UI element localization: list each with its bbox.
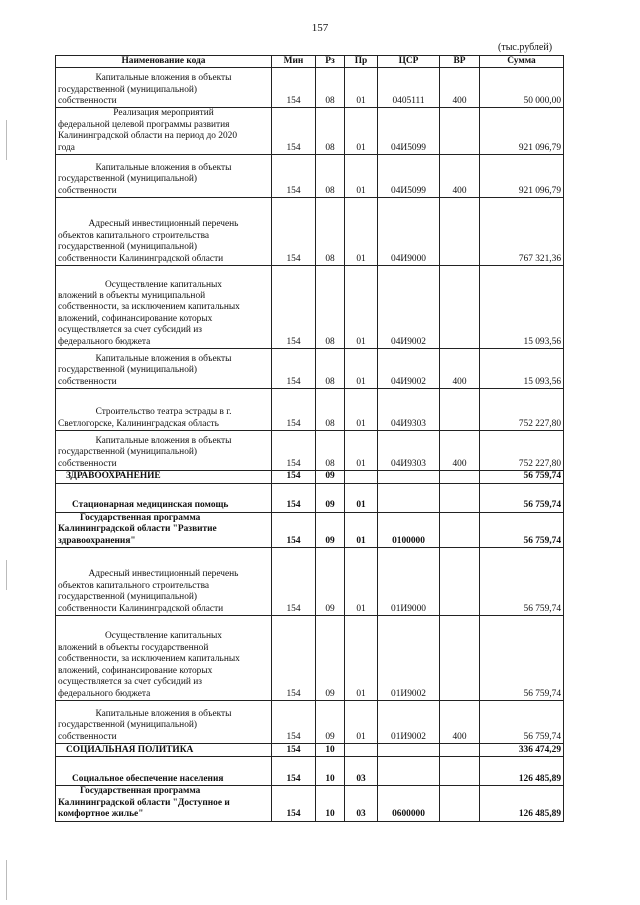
- cell-name-line: Социальное обеспечение населения: [72, 773, 224, 784]
- cell-name-line: Адресный инвестиционный перечень: [88, 569, 239, 580]
- cell-min: 154: [272, 786, 316, 821]
- cell-name: [56, 757, 272, 786]
- cell-pr: 01: [345, 512, 378, 547]
- cell-csr: 04И5099: [378, 108, 440, 155]
- cell-csr: 0405111: [378, 68, 440, 108]
- cell-name: [56, 68, 272, 108]
- cell-name-line: СОЦИАЛЬНАЯ ПОЛИТИКА: [66, 744, 194, 755]
- cell-sum: 56 759,74: [480, 471, 564, 483]
- cell-min: 154: [272, 757, 316, 786]
- cell-rz: 09: [316, 483, 345, 512]
- cell-name-line: собственности Калининградской области: [58, 603, 224, 614]
- cell-csr: 0600000: [378, 786, 440, 821]
- cell-rz: 10: [316, 757, 345, 786]
- cell-min: 154: [272, 512, 316, 547]
- cell-min: 154: [272, 548, 316, 616]
- cell-name: [56, 512, 272, 547]
- header-csr: ЦСР: [378, 56, 440, 68]
- cell-sum: 921 096,79: [480, 155, 564, 198]
- cell-name-line: собственности: [58, 376, 117, 387]
- cell-vr: [440, 389, 480, 431]
- cell-csr: 04И9000: [378, 198, 440, 266]
- cell-sum: 752 227,80: [480, 389, 564, 431]
- cell-name: [56, 198, 272, 266]
- cell-name-line: Строительство театра эстрады в г.: [95, 407, 232, 418]
- cell-pr: 01: [345, 349, 378, 389]
- cell-sum: 752 227,80: [480, 431, 564, 471]
- table-row: [56, 483, 564, 512]
- cell-name-line: Капитальные вложения в объекты: [95, 73, 232, 84]
- cell-name-line: вложений, софинансирование которых: [58, 665, 213, 676]
- table-row: [56, 108, 564, 155]
- cell-pr: 01: [345, 155, 378, 198]
- cell-min: 154: [272, 108, 316, 155]
- cell-name-line: Калининградской области "Развитие: [58, 524, 217, 535]
- units-label: (тыс.рублей): [498, 42, 553, 53]
- cell-name-line: Капитальные вложения в объекты: [95, 162, 232, 173]
- cell-csr: [378, 471, 440, 483]
- cell-sum: 56 759,74: [480, 548, 564, 616]
- cell-sum: 56 759,74: [480, 701, 564, 744]
- cell-name-line: объектов капитального строительства: [58, 230, 210, 241]
- cell-name-line: государственной (муниципальной): [58, 242, 198, 253]
- cell-name-line: Осуществление капитальных: [105, 279, 222, 290]
- cell-min: 154: [272, 744, 316, 757]
- cell-vr: 400: [440, 68, 480, 108]
- cell-name-line: Реализация мероприятий: [113, 108, 214, 119]
- cell-name-line: собственности: [58, 731, 117, 742]
- cell-vr: [440, 786, 480, 821]
- cell-csr: 0100000: [378, 512, 440, 547]
- table-row: [56, 757, 564, 786]
- cell-csr: 04И9303: [378, 431, 440, 471]
- cell-name-line: собственности, за исключением капитальных: [58, 302, 240, 313]
- table-row: [56, 701, 564, 744]
- cell-min: 154: [272, 701, 316, 744]
- cell-rz: 09: [316, 512, 345, 547]
- cell-sum: 15 093,56: [480, 349, 564, 389]
- cell-vr: [440, 471, 480, 483]
- cell-vr: [440, 616, 480, 701]
- table-row: [56, 349, 564, 389]
- cell-pr: 01: [345, 108, 378, 155]
- cell-name: [56, 349, 272, 389]
- cell-name-line: собственности Калининградской области: [58, 253, 224, 264]
- cell-name-line: собственности: [58, 458, 117, 469]
- header-vr: ВР: [440, 56, 480, 68]
- cell-pr: 03: [345, 757, 378, 786]
- header-min: Мин: [272, 56, 316, 68]
- cell-rz: 08: [316, 155, 345, 198]
- cell-name-line: Осуществление капитальных: [105, 631, 222, 642]
- cell-csr: 04И9002: [378, 266, 440, 349]
- cell-rz: 08: [316, 108, 345, 155]
- table-row: [56, 786, 564, 821]
- cell-min: 154: [272, 471, 316, 483]
- table-body: [56, 68, 564, 821]
- cell-name-line: государственной (муниципальной): [58, 84, 198, 95]
- cell-name-line: государственной (муниципальной): [58, 365, 198, 376]
- cell-vr: [440, 757, 480, 786]
- cell-name-line: Светлогорске, Калининградская область: [58, 418, 219, 429]
- cell-name-line: государственной (муниципальной): [58, 174, 198, 185]
- page-number: 157: [311, 22, 329, 34]
- cell-name-line: вложений в объекты государственной: [58, 642, 209, 653]
- table-row: [56, 389, 564, 431]
- cell-name: [56, 701, 272, 744]
- cell-csr: 04И9002: [378, 349, 440, 389]
- cell-name-line: Государственная программа: [80, 512, 201, 523]
- cell-name-line: федерального бюджета: [58, 688, 151, 699]
- header-name: Наименование кода: [56, 56, 272, 68]
- cell-name: [56, 548, 272, 616]
- cell-name: [56, 266, 272, 349]
- cell-sum: 56 759,74: [480, 483, 564, 512]
- cell-sum: 126 485,89: [480, 786, 564, 821]
- cell-vr: 400: [440, 349, 480, 389]
- cell-pr: 01: [345, 431, 378, 471]
- table-row: [56, 155, 564, 198]
- cell-sum: 56 759,74: [480, 616, 564, 701]
- cell-name-line: года: [58, 142, 75, 153]
- cell-csr: 04И5099: [378, 155, 440, 198]
- cell-name: [56, 471, 272, 483]
- cell-name-line: Капитальные вложения в объекты: [95, 353, 232, 364]
- cell-name-line: Адресный инвестиционный перечень: [88, 219, 239, 230]
- cell-pr: 01: [345, 266, 378, 349]
- cell-min: 154: [272, 266, 316, 349]
- table-row: [56, 512, 564, 547]
- scan-edge-mark: [6, 120, 7, 160]
- cell-pr: 01: [345, 198, 378, 266]
- cell-rz: 09: [316, 548, 345, 616]
- cell-name-line: осуществляется за счет субсидий из: [58, 677, 202, 688]
- cell-pr: 03: [345, 786, 378, 821]
- header-sum: Сумма: [480, 56, 564, 68]
- cell-pr: [345, 471, 378, 483]
- cell-vr: [440, 548, 480, 616]
- cell-name-line: Калининградской области "Доступное и: [58, 797, 230, 808]
- table-row: [56, 266, 564, 349]
- cell-name-line: собственности, за исключением капитальных: [58, 654, 240, 665]
- cell-pr: 01: [345, 389, 378, 431]
- cell-min: 154: [272, 389, 316, 431]
- cell-sum: 126 485,89: [480, 757, 564, 786]
- cell-name-line: государственной (муниципальной): [58, 592, 198, 603]
- cell-sum: 50 000,00: [480, 68, 564, 108]
- cell-rz: 09: [316, 701, 345, 744]
- table-row: [56, 198, 564, 266]
- cell-sum: 56 759,74: [480, 512, 564, 547]
- cell-pr: [345, 744, 378, 757]
- table-row: [56, 744, 564, 757]
- table-header-row: [56, 56, 564, 68]
- cell-rz: 08: [316, 431, 345, 471]
- cell-vr: 400: [440, 431, 480, 471]
- cell-rz: 10: [316, 786, 345, 821]
- cell-name: [56, 786, 272, 821]
- cell-csr: [378, 744, 440, 757]
- table-row: [56, 548, 564, 616]
- cell-rz: 09: [316, 471, 345, 483]
- cell-pr: 01: [345, 548, 378, 616]
- cell-name-line: Государственная программа: [80, 786, 201, 797]
- cell-min: 154: [272, 349, 316, 389]
- cell-min: 154: [272, 68, 316, 108]
- budget-table: [55, 55, 564, 822]
- cell-rz: 08: [316, 68, 345, 108]
- cell-name: [56, 616, 272, 701]
- cell-name-line: государственной (муниципальной): [58, 720, 198, 731]
- cell-csr: 04И9303: [378, 389, 440, 431]
- cell-min: 154: [272, 198, 316, 266]
- cell-sum: 336 474,29: [480, 744, 564, 757]
- cell-sum: 921 096,79: [480, 108, 564, 155]
- table-row: [56, 471, 564, 483]
- cell-name: [56, 108, 272, 155]
- cell-name-line: государственной (муниципальной): [58, 447, 198, 458]
- cell-name-line: Калининградской области на период до 2020: [58, 131, 238, 142]
- cell-min: 154: [272, 616, 316, 701]
- cell-name-line: здравоохранения": [58, 535, 136, 546]
- cell-pr: 01: [345, 483, 378, 512]
- cell-name: [56, 744, 272, 757]
- cell-sum: 15 093,56: [480, 266, 564, 349]
- cell-name-line: федеральной целевой программы развития: [58, 119, 230, 130]
- cell-rz: 08: [316, 198, 345, 266]
- cell-name-line: собственности: [58, 96, 117, 106]
- cell-name: [56, 431, 272, 471]
- cell-vr: 400: [440, 701, 480, 744]
- cell-rz: 08: [316, 349, 345, 389]
- cell-rz: 08: [316, 266, 345, 349]
- cell-csr: [378, 483, 440, 512]
- cell-name: [56, 483, 272, 512]
- cell-name-line: Стационарная медицинская помощь: [72, 500, 229, 511]
- scan-edge-mark: [6, 560, 7, 590]
- cell-name-line: Капитальные вложения в объекты: [95, 708, 232, 719]
- scan-edge-mark: [6, 860, 7, 900]
- cell-sum: 767 321,36: [480, 198, 564, 266]
- cell-name-line: вложений в объекты муниципальной: [58, 291, 206, 301]
- table-row: [56, 431, 564, 471]
- cell-name: [56, 155, 272, 198]
- cell-csr: 01И9000: [378, 548, 440, 616]
- cell-name-line: комфортное жилье": [58, 809, 144, 820]
- cell-rz: 08: [316, 389, 345, 431]
- cell-name-line: объектов капитального строительства: [58, 580, 210, 591]
- table-row: [56, 68, 564, 108]
- cell-min: 154: [272, 431, 316, 471]
- header-pr: Пр: [345, 56, 378, 68]
- cell-csr: 01И9002: [378, 616, 440, 701]
- cell-pr: 01: [345, 68, 378, 108]
- cell-name-line: ЗДРАВООХРАНЕНИЕ: [66, 471, 161, 482]
- cell-name-line: федерального бюджета: [58, 336, 151, 347]
- cell-pr: 01: [345, 616, 378, 701]
- header-rz: Рз: [316, 56, 345, 68]
- cell-csr: 01И9002: [378, 701, 440, 744]
- cell-vr: [440, 198, 480, 266]
- cell-pr: 01: [345, 701, 378, 744]
- cell-vr: [440, 512, 480, 547]
- cell-rz: 10: [316, 744, 345, 757]
- cell-name-line: собственности: [58, 185, 117, 196]
- cell-vr: [440, 108, 480, 155]
- cell-vr: [440, 483, 480, 512]
- table-row: [56, 616, 564, 701]
- cell-name-line: Капитальные вложения в объекты: [95, 435, 232, 446]
- cell-rz: 09: [316, 616, 345, 701]
- cell-min: 154: [272, 155, 316, 198]
- cell-min: 154: [272, 483, 316, 512]
- cell-csr: [378, 757, 440, 786]
- cell-vr: 400: [440, 155, 480, 198]
- cell-name-line: осуществляется за счет субсидий из: [58, 325, 202, 336]
- cell-vr: [440, 266, 480, 349]
- cell-name: [56, 389, 272, 431]
- cell-vr: [440, 744, 480, 757]
- cell-name-line: вложений, софинансирование которых: [58, 313, 213, 324]
